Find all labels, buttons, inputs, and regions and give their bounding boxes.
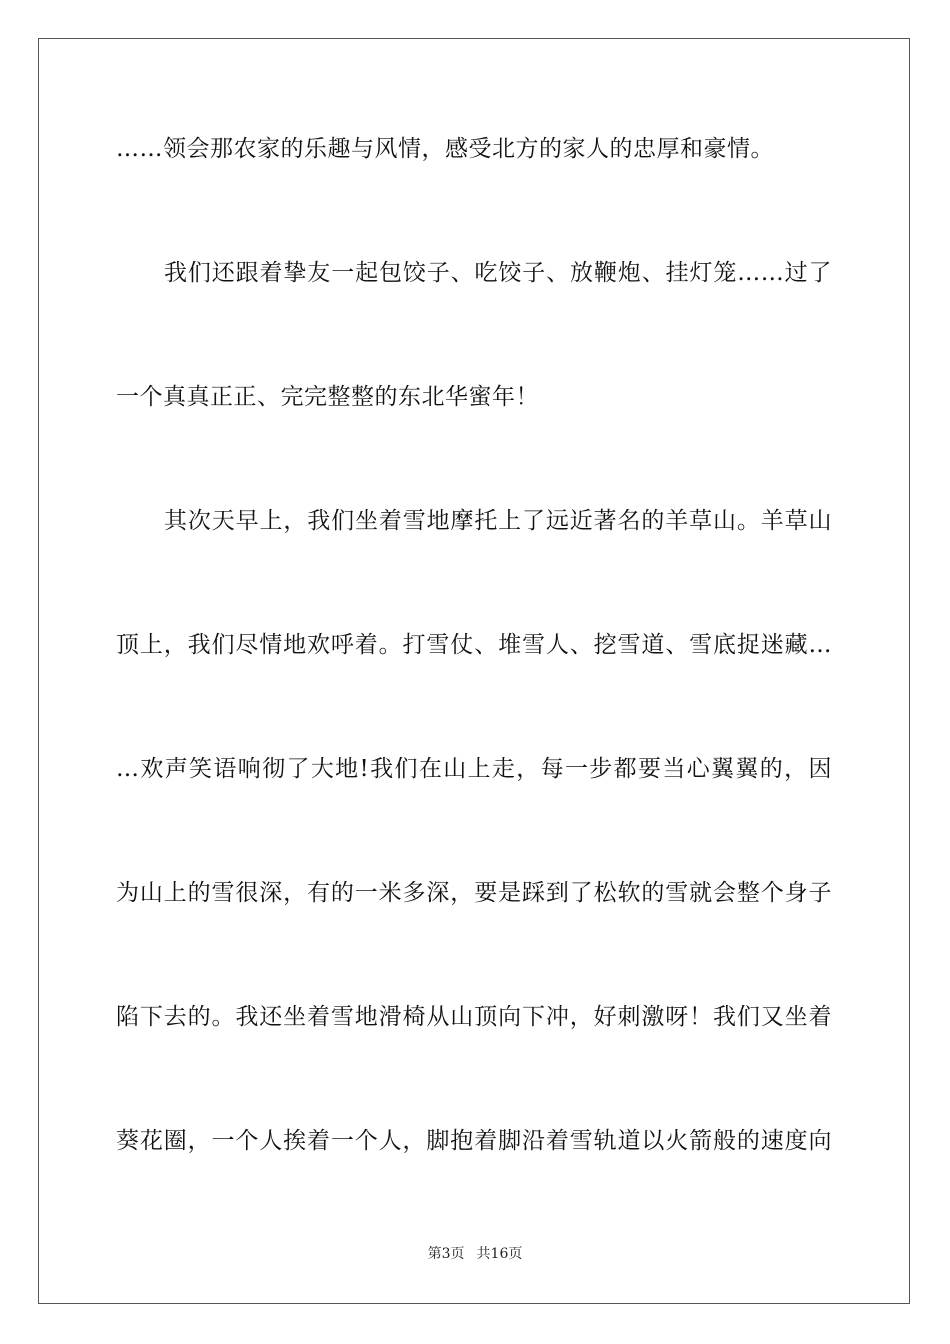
text-line-3: 一个真真正正、完完整整的东北华蜜年！ (116, 384, 539, 410)
page-number: 第3页 (427, 1246, 465, 1262)
text-line-1: ……领会那农家的乐趣与风情，感受北方的家人的忠厚和豪情。 (116, 136, 774, 162)
text-line-6: …欢声笑语响彻了大地!我们在山上走，每一步都要当心翼翼的，因 (116, 756, 832, 782)
text-line-7: 为山上的雪很深，有的一米多深，要是踩到了松软的雪就会整个身子 (116, 880, 832, 906)
text-line-5: 顶上，我们尽情地欢呼着。打雪仗、堆雪人、挖雪道、雪底捉迷藏… (116, 632, 832, 658)
text-line-9: 葵花圈，一个人挨着一个人，脚抱着脚沿着雪轨道以火箭般的速度向 (116, 1128, 832, 1154)
page-total: 共16页 (476, 1246, 523, 1262)
text-line-4: 其次天早上，我们坐着雪地摩托上了远近著名的羊草山。羊草山 (164, 508, 832, 534)
page-border (38, 38, 910, 1304)
text-line-2: 我们还跟着挚友一起包饺子、吃饺子、放鞭炮、挂灯笼……过了 (164, 260, 832, 286)
text-line-8: 陷下去的。我还坐着雪地滑椅从山顶向下冲，好刺激呀！我们又坐着 (116, 1004, 832, 1030)
page-footer (0, 1245, 950, 1263)
